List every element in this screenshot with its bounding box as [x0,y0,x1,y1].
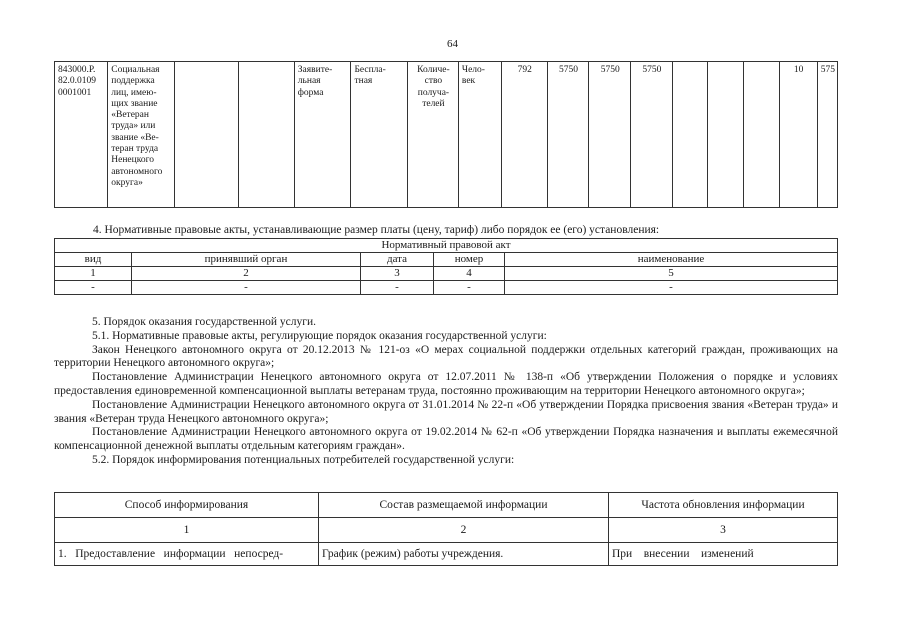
table-row [55,267,838,281]
deviation-abs-cell: 575 [817,62,837,208]
normative-acts-table [54,238,838,295]
empty-cell [238,62,294,208]
value-cell: 5750 [547,62,589,208]
empty-cell [175,62,238,208]
unit-line: Чело- [461,65,485,75]
form-line: форма [297,87,324,98]
legal-act-paragraph: Постановление Администрации Ненецкого автономного округа от 12.07.2011 № 138-п «Об утверждении Положения о порядке и условиях предоставления единовременной компенсационной выплаты ветеранам труда, постоянно проживающим на территории Ненецкого автономного округа»; [54,371,838,397]
column-number: 1 [55,267,132,281]
indicator-line: телей [422,98,445,109]
column-header: Способ информирования [55,493,319,518]
legal-act-paragraph: Постановление Администрации Ненецкого автономного округа от 19.02.2014 № 62-п «Об утверждении Порядка назначения и выплаты ежемесячной компенсационной денежной выплаты отдельным категориям граждан». [54,426,838,453]
column-header: дата [361,253,434,267]
form-line: льная [297,76,321,87]
type-cell [351,62,407,208]
cell-value: - [361,281,434,295]
cell-value: - [505,281,838,295]
column-number: 1 [55,518,319,543]
column-header: вид [55,253,132,267]
information-table [54,492,838,566]
page-number: 64 [447,38,458,50]
value-cell: 5750 [631,62,673,208]
unit-line: век [461,76,476,87]
category-line: «Ветеран [111,110,149,121]
column-number: 5 [505,267,838,281]
service-code-cell [55,62,108,208]
category-line: звание «Ве- [111,132,159,143]
section5-title: 5. Порядок оказания государственной услуги. [92,316,316,328]
form-cell [294,62,351,208]
unit-cell [458,62,501,208]
column-header: Состав размещаемой информации [319,493,609,518]
column-number: 3 [609,518,838,543]
column-header: принявший орган [132,253,361,267]
section5-2-title: 5.2. Порядок информирования потенциальных потребителей государственной услуги: [92,453,515,466]
category-line: труда» или [111,121,156,132]
category-line: щих звание [111,98,158,109]
indicator-line: ство [424,76,443,87]
table-row [55,281,838,295]
category-line: лиц, имею- [111,87,157,98]
table-row [55,239,838,253]
info-content-cell: График (режим) работы учреждения. [319,543,609,566]
legal-act-paragraph: Постановление Администрации Ненецкого автономного округа от 31.01.2014 № 22-п «Об утверждении Порядка присвоения звания «Ветеран труда» и звания «Ветеран труда Ненецкого автономного округа»; [54,398,838,425]
column-number: 3 [361,267,434,281]
table-row [55,518,838,543]
section5-body [54,316,838,468]
section5-1-title: 5.1. Нормативные правовые акты, регулирующие порядок оказания государственной услуги: [92,329,547,342]
type-line: Бесплa- [354,65,386,75]
table-header-row [55,493,838,518]
value-cell: 5750 [589,62,631,208]
service-indicator-table [54,61,838,208]
cell-value: - [55,281,132,295]
indicator-cell [407,62,458,208]
category-line: теран труда [111,144,159,155]
category-line: автономного [111,166,163,177]
table-header-row [55,253,838,267]
code-line: 0001001 [58,87,92,98]
code-line: 843000.Р. [58,65,96,75]
form-line: Заявите- [297,65,333,75]
empty-cell [672,62,708,208]
cell-value: - [132,281,361,295]
empty-cell [743,62,779,208]
cell-value: - [434,281,505,295]
type-line: тная [354,76,373,87]
column-header: Частота обновления информации [609,493,838,518]
category-line: Социальная [111,65,160,75]
empty-cell [708,62,744,208]
section4-title: 4. Нормативные правовые акты, устанавливающие размер платы (цену, тариф) либо порядок ее (его) установления: [93,224,660,236]
table-row [55,62,838,208]
column-header: номер [434,253,505,267]
category-cell [108,62,175,208]
column-number: 4 [434,267,505,281]
okei-cell: 792 [501,62,547,208]
code-line: 82.0.0109 [58,76,96,87]
category-line: Ненецкого [111,155,155,166]
table-title: Нормативный правовой акт [55,239,838,253]
category-line: поддержка [111,76,155,87]
table-row [55,543,838,566]
column-number: 2 [319,518,609,543]
column-header: наименование [505,253,838,267]
column-number: 2 [132,267,361,281]
legal-act-paragraph: Закон Ненецкого автономного округа от 20.12.2013 № 121-оз «О мерах социальной поддержки отдельных категорий граждан, проживающих на территории Ненецкого автономного округа»; [54,343,838,370]
deviation-percent-cell: 10 [779,62,817,208]
indicator-line: получа- [417,87,450,98]
category-line: округа» [111,177,143,188]
info-frequency-cell: При внесении изменений [609,543,838,566]
indicator-line: Количе- [417,65,450,75]
info-method-cell: 1. Предоставление информации непосред- [55,543,319,566]
